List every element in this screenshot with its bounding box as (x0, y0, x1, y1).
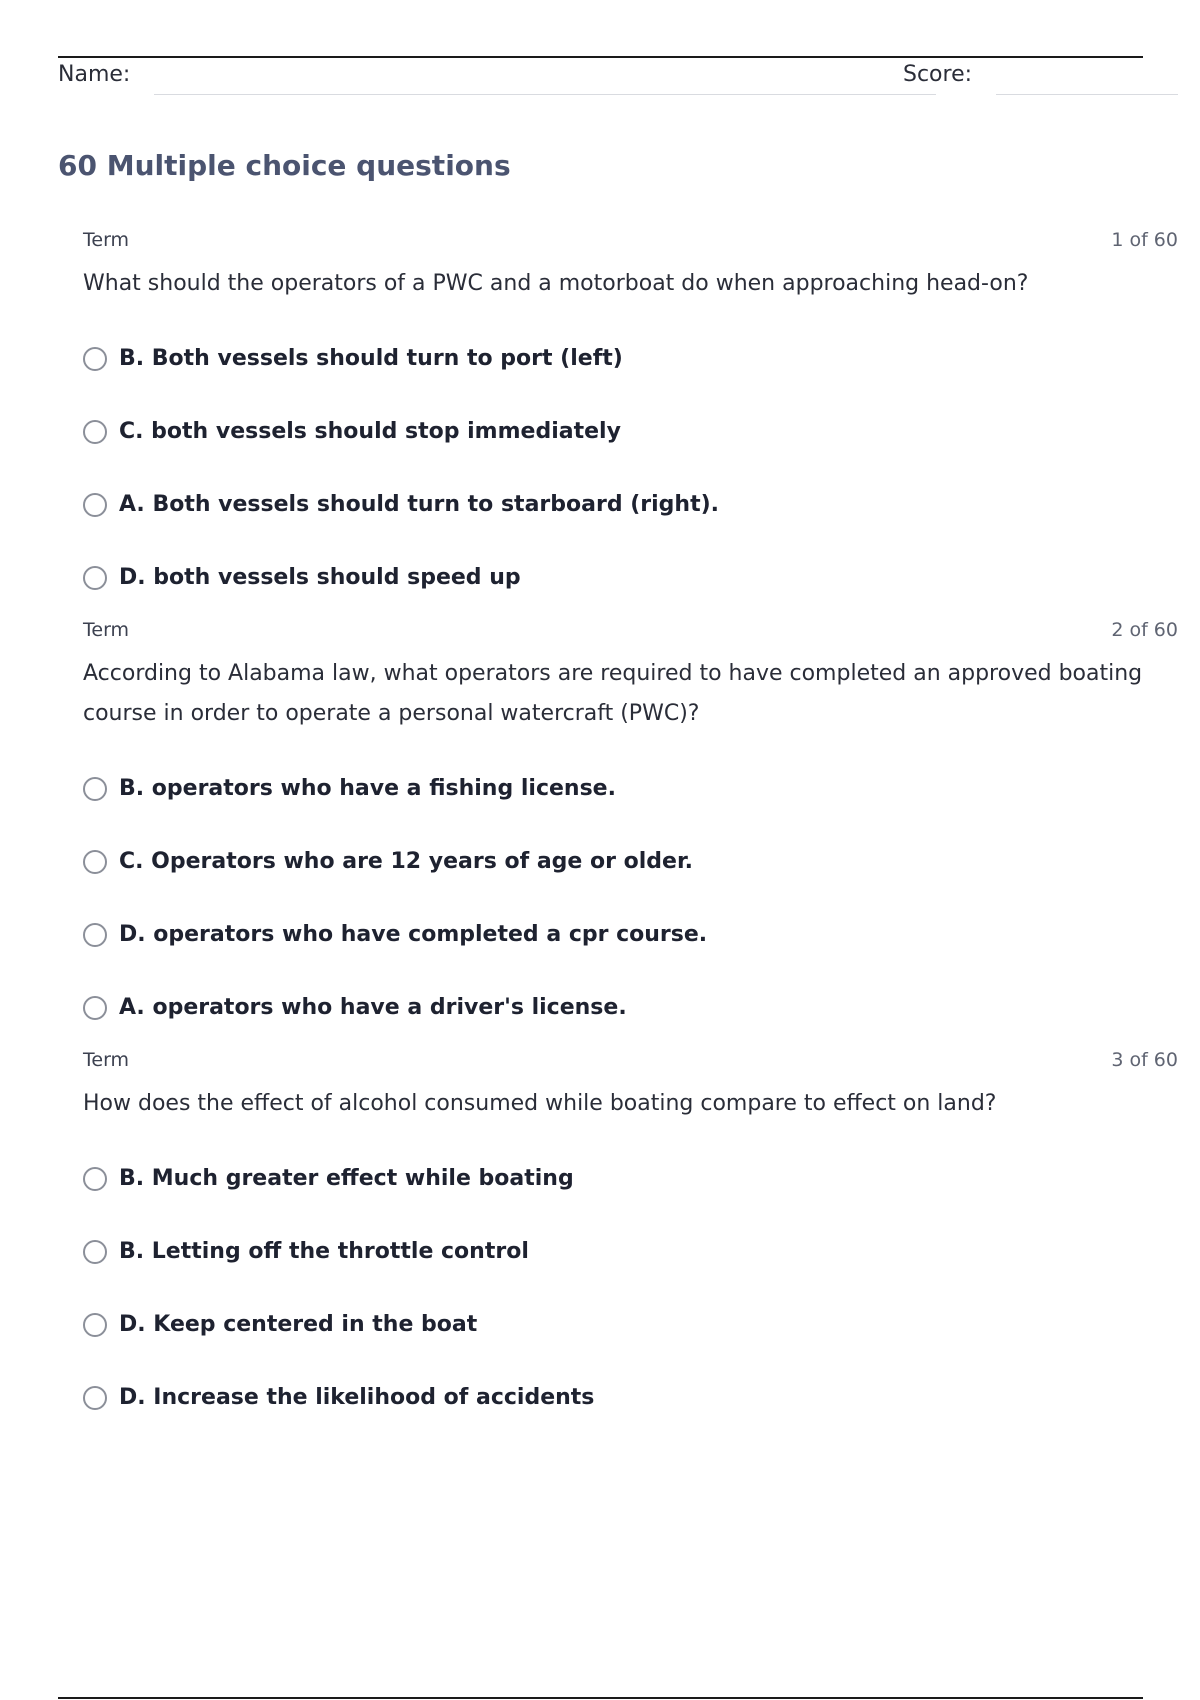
radio-button[interactable] (83, 420, 107, 444)
radio-button[interactable] (83, 1167, 107, 1191)
radio-button[interactable] (83, 566, 107, 590)
term-row (83, 1046, 1178, 1074)
term-label: Term (83, 229, 130, 251)
option[interactable] (83, 752, 1178, 825)
radio-button[interactable] (83, 996, 107, 1020)
option[interactable] (83, 898, 1178, 971)
option-label: D. Keep centered in the boat (119, 1311, 478, 1337)
options-list (83, 322, 1178, 614)
radio-button[interactable] (83, 850, 107, 874)
question-3 (83, 1046, 1178, 1434)
radio-button[interactable] (83, 1313, 107, 1337)
question-text: What should the operators of a PWC and a motorboat do when approaching head-on? (83, 271, 1029, 296)
question-counter: 3 of 60 (1111, 1049, 1178, 1071)
option[interactable] (83, 1142, 1178, 1215)
term-label: Term (83, 619, 130, 641)
option-label: C. both vessels should stop immediately (119, 418, 621, 444)
radio-button[interactable] (83, 777, 107, 801)
radio-button[interactable] (83, 493, 107, 517)
option[interactable] (83, 1361, 1178, 1434)
term-label: Term (83, 1049, 130, 1071)
question-counter: 2 of 60 (1111, 619, 1178, 641)
score-field-line[interactable] (996, 94, 1178, 95)
option-label: B. Much greater effect while boating (119, 1165, 574, 1191)
radio-button[interactable] (83, 347, 107, 371)
option-label: D. Increase the likelihood of accidents (119, 1384, 595, 1410)
question-counter: 1 of 60 (1111, 229, 1178, 251)
name-field-line[interactable] (154, 94, 936, 95)
option-label: D. both vessels should speed up (119, 564, 521, 590)
option[interactable] (83, 395, 1178, 468)
option[interactable] (83, 1288, 1178, 1361)
question-text: According to Alabama law, what operators are required to have completed an approved boating course in order to operate a personal watercraft (PWC)? (83, 661, 1143, 726)
option[interactable] (83, 1215, 1178, 1288)
radio-button[interactable] (83, 1386, 107, 1410)
option-label: A. Both vessels should turn to starboard (right). (119, 491, 720, 517)
question-1 (83, 226, 1178, 614)
options-list (83, 1142, 1178, 1434)
radio-button[interactable] (83, 1240, 107, 1264)
options-list (83, 752, 1178, 1044)
top-rule (58, 56, 1143, 58)
option[interactable] (83, 971, 1178, 1044)
question-2 (83, 616, 1178, 1044)
option[interactable] (83, 322, 1178, 395)
option[interactable] (83, 541, 1178, 614)
term-row (83, 226, 1178, 254)
header-row (58, 62, 1178, 98)
option-label: A. operators who have a driver's license. (119, 994, 627, 1020)
question-text: How does the effect of alcohol consumed while boating compare to effect on land? (83, 1091, 997, 1116)
radio-button[interactable] (83, 923, 107, 947)
option-label: D. operators who have completed a cpr course. (119, 921, 708, 947)
option-label: C. Operators who are 12 years of age or older. (119, 848, 694, 874)
page-title: 60 Multiple choice questions (58, 149, 511, 182)
name-label: Name: (58, 62, 131, 87)
option[interactable] (83, 468, 1178, 541)
option-label: B. Letting off the throttle control (119, 1238, 529, 1264)
score-label: Score: (903, 62, 973, 87)
option[interactable] (83, 825, 1178, 898)
option-label: B. Both vessels should turn to port (left) (119, 345, 623, 371)
term-row (83, 616, 1178, 644)
bottom-rule (58, 1697, 1143, 1699)
option-label: B. operators who have a fishing license. (119, 775, 616, 801)
